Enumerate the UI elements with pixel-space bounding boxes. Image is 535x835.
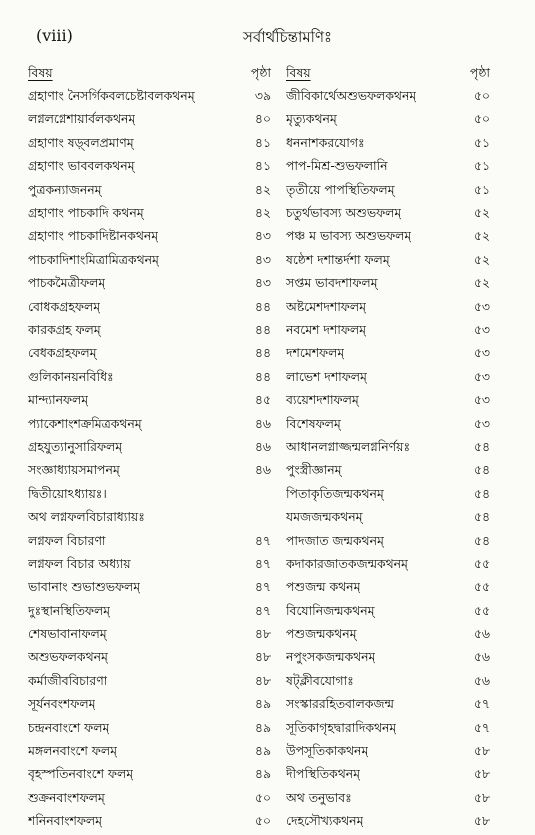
toc-entry-title: অশুভফলকথনম্ [28,649,108,665]
toc-entry-page: ৫৩ [473,392,490,408]
toc-entry-title: তৃতীয়ে পাপস্থিতিফলম্ [286,181,395,197]
toc-entry [286,578,490,601]
toc-entry [28,578,271,601]
toc-entry [286,484,490,507]
toc-entry [28,648,271,671]
toc-entry-page: ৪৬ [254,415,271,431]
toc-entry [286,133,490,156]
toc-entry [286,695,490,718]
toc-entry-title: যমজজন্মকথনম্ [286,509,363,525]
toc-entry [286,367,490,390]
toc-entry-title: নপুংসকজন্মকথনম্ [286,649,376,665]
toc-entry [286,390,490,413]
toc-entry-title: দুঃস্থানস্থিতিফলম্ [28,602,111,618]
toc-entry-page: ৫৬ [473,649,490,665]
toc-entry-title: লাভেশ দশাফলম্ [286,368,367,384]
toc-entry-title: গ্রহাণাং নৈসর্গিকবলচেষ্টাবলকথনম্ [28,88,195,104]
toc-entry [286,180,490,203]
toc-entry [28,484,271,507]
toc-entry-page: ৪৭ [254,602,271,618]
toc-entry-page: ৪৯ [254,766,271,782]
toc-entry [286,414,490,437]
toc-entry-title: উপসূতিকাকথনম্ [286,743,369,759]
toc-entry-page: ৫৩ [473,345,490,361]
toc-entry-title: পিতাকৃতিজন্মকথনম্ [286,485,384,501]
toc-entry-title: পুত্রকন্যাজননম্ [28,181,102,197]
toc-entry-page: ৪৩ [254,228,271,244]
toc-entry-title: দেহসৌখ্যকথনম্ [286,813,364,829]
toc-entry-page: ৫৫ [473,579,490,595]
toc-entry [286,812,490,835]
toc-entry-page: ৫৫ [473,602,490,618]
toc-entry-page: ৫৭ [473,696,490,712]
toc-entry-page: ৫০ [473,88,490,104]
toc-entry-page: ৪১ [254,158,271,174]
toc-entry-page: ৫১ [473,181,490,197]
toc-entry-title: সূতিকাগৃহদ্বারাদিকথনম্ [286,719,397,735]
toc-entry-title: গ্রহাণাং ষড়্‌বলপ্রমাণম্ [28,134,134,150]
toc-entry-title: কর্মাজীববিচারণা [28,672,108,688]
toc-entry [286,437,490,460]
toc-entry-page: ৫১ [473,134,490,150]
toc-entry-page: ৪৬ [254,462,271,478]
toc-entry [28,718,271,741]
toc-entry-page: ৪২ [254,205,271,221]
toc-entry-title: দীপস্থিতিকথনম্ [286,766,361,782]
toc-entry-title: পশুজন্ম কথনম্ [286,579,361,595]
toc-entry-title: দ্বিতীয়োঽধ্যায়ঃ। [28,485,107,501]
toc-entry-title: ধননাশকরযোগঃ [286,134,365,150]
toc-entry [286,297,490,320]
toc-entry-page: ৪০ [254,111,271,127]
toc-entry [286,624,490,647]
toc-entry-title: গুলিকানয়নবিধিঃ [28,368,114,384]
toc-entry-page: ৪৪ [254,345,271,361]
toc-entry [286,554,490,577]
toc-entry-page: ৫৩ [473,298,490,314]
toc-entry-page: ৫৪ [473,532,490,548]
toc-entry-title: অথ লগ্নফলবিচারাধ্যায়ঃ [28,509,145,525]
toc-entry-title: পঞ্চ ম ভাবস্য অশুভফলম্ [286,228,412,244]
page-heading: পৃষ্ঠা [469,64,490,80]
toc-entry-page: ৫৫ [473,555,490,571]
toc-entry [28,601,271,624]
toc-entry [28,812,271,835]
toc-entry-title: গ্রহাণাং ভাববলকথনম্ [28,158,135,174]
toc-entry-title: ভাবানাং শুভাশুভফলম্ [28,579,141,595]
toc-entry-title: সংজ্ঞাধ্যায়সমাপনম্ [28,462,120,478]
toc-entry-title: কদাকারজাতকজন্মকথনম্ [286,555,408,571]
toc-entry [286,110,490,133]
page-heading: পৃষ্ঠা [250,64,271,80]
toc-entry-title: আধানলগ্নাজ্জন্মলগ্ননির্ণয়ঃ [286,438,411,454]
toc-entry-title: বিশেষফলম্ [286,415,341,431]
toc-entry-title: পুংস্ত্রীজ্ঞানম্ [286,462,342,478]
toc-entry [28,86,271,109]
toc-entry-page: ৫২ [473,251,490,267]
toc-entry [28,344,271,367]
toc-entry-page: ৪৮ [254,672,271,688]
toc-entry-page: ৪৯ [254,743,271,759]
toc-entry-page: ৪১ [254,134,271,150]
toc-entry [28,274,271,297]
toc-entry [28,250,271,273]
toc-entry-title: প্যাকেশাংশক্রমিত্রকথনম্ [28,415,142,431]
toc-entry [286,507,490,530]
toc-column-left [28,63,271,835]
toc-entry-page: ৫১ [473,158,490,174]
toc-entry [28,390,271,413]
toc-entry-title: শুক্রনবাংশফলম্ [28,789,105,805]
toc-entry-title: বোধকগ্রহফলম্ [28,298,101,314]
toc-entry [28,203,271,226]
toc-entry [286,344,490,367]
toc-entry-title: গ্রহাণাং পাচকাদি কথনম্ [28,205,144,221]
toc-entry-page: ৫৩ [473,368,490,384]
toc-entry-title: চন্দ্রনবাংশে ফলম্ [28,719,110,735]
toc-entry [28,671,271,694]
toc-entry [286,320,490,343]
toc-entry-title: পাপ-মিশ্র-শুভফলানি [286,158,388,174]
toc-entry [286,671,490,694]
toc-entry-page: ৫৪ [473,509,490,525]
toc-entry-page: ৫৮ [473,789,490,805]
toc-entry [28,320,271,343]
toc-entry-title: ষষ্ঠেশ দশান্তর্দশা ফলম্ [286,251,390,267]
toc-entry [286,718,490,741]
toc-entry-title: নবমেশ দশাফলম্ [286,321,367,337]
toc-entry-page: ৫২ [473,275,490,291]
toc-entry-page: ৪৭ [254,532,271,548]
toc-entry [286,227,490,250]
toc-entry [286,648,490,671]
toc-entry-title: পশুজন্মকথনম্ [286,626,357,642]
toc-entry-page: ৪৩ [254,251,271,267]
toc-entry [28,227,271,250]
toc-entry [28,414,271,437]
toc-entry [286,86,490,109]
toc-entry [286,157,490,180]
toc-entry-title: জীবিকার্থেঅশুভফলকথনম্ [286,88,417,104]
toc-entry [286,203,490,226]
subject-heading: বিষয় [286,64,311,80]
toc-entry [28,110,271,133]
toc-entry [28,157,271,180]
toc-header [28,63,271,86]
toc-entry-title: শনিনবাংশফলম্ [28,813,102,829]
toc-entry-title: কারকগ্রহ ফলম্ [28,321,101,337]
toc-entry-page: ৪৯ [254,696,271,712]
toc-column-right [286,63,490,835]
toc-entry [28,133,271,156]
toc-entry-page: ৫৩ [473,415,490,431]
toc-entry-title: দশমেশফলম্ [286,345,345,361]
toc-entry-page: ৪৭ [254,555,271,571]
toc-entry-title: মৃত্যুকথনম্ [286,111,337,127]
toc-entry-page: ৫৮ [473,813,490,829]
toc-entry-title: ব্যয়েশদশাফলম্ [286,392,359,408]
toc-entry [28,507,271,530]
toc-entry-title: মান্দ্যানফলম্ [28,392,89,408]
toc-entry-title: লগ্নফল বিচারণা [28,532,106,548]
toc-entry-page: ৪২ [254,181,271,197]
toc-entry [28,765,271,788]
toc-entry [28,741,271,764]
toc-entry [28,437,271,460]
toc-entry-page: ৪৬ [254,438,271,454]
toc-entry-title: বিযোনিজন্মকথনম্ [286,602,375,618]
toc-entry-page: ৩৯ [254,88,271,104]
toc-entry-page: ৫০ [473,111,490,127]
toc-entry-page: ৫৬ [473,672,490,688]
toc-entry-title: মঙ্গলনবাংশে ফলম্ [28,743,117,759]
toc-entry-page: ৫৩ [473,321,490,337]
toc-entry-title: সংস্কাররহিতবালকজন্ম [286,696,394,712]
toc-entry-title: পাদজাত জন্মকথনম্ [286,532,384,548]
toc-entry [28,367,271,390]
toc-entry [28,180,271,203]
subject-heading: বিষয় [28,64,53,80]
toc-entry-page: ৪৫ [254,392,271,408]
toc-entry [28,554,271,577]
toc-entry [286,274,490,297]
toc-entry-page: ৫৪ [473,462,490,478]
toc-entry-title: পাচকমৈত্রীফলম্ [28,275,106,291]
toc-entry [286,531,490,554]
toc-entry-page: ৫৮ [473,766,490,782]
toc-entry [286,741,490,764]
page-title: সর্বার্থচিন্তামণিঃ [242,28,333,46]
toc-entry-title: গ্রহযুত্যানুসারিফলম্ [28,438,123,454]
toc-entry-page: ৫৪ [473,438,490,454]
toc-entry-page: ৪৪ [254,368,271,384]
toc-entry [28,695,271,718]
toc-entry-title: শেষভাবানাফলম্ [28,626,107,642]
toc-entry [28,297,271,320]
toc-entry [286,765,490,788]
toc-entry-title: বৃহস্পতিনবাংশে ফলম্ [28,766,134,782]
toc-entry-title: লগ্নলগ্নেশায়ার্বলকথনম্ [28,111,136,127]
toc-entry-page: ৪৪ [254,321,271,337]
toc-entry-page: ৫০ [254,789,271,805]
toc-entry-title: গ্রহাণাং পাচকাদিষ্টানকথনম্ [28,228,159,244]
toc-entry-page: ৫০ [254,813,271,829]
toc-entry-title: বেধকগ্রহফলম্ [28,345,97,361]
toc-entry [286,250,490,273]
toc-entry-title: চতুর্থভাবস্য অশুভফলম্ [286,205,402,221]
toc-entry-page: ৪৪ [254,298,271,314]
toc-entry-page: ৫৮ [473,743,490,759]
toc-entry-page: ৪৭ [254,579,271,595]
toc-entry [28,531,271,554]
toc-entry [286,461,490,484]
toc-entry-title: অথ তনুভাবঃ [286,789,352,805]
toc-entry-title: সূর্যনবংশফলম্ [28,696,96,712]
toc-entry-title: ষট্‌ক্লীবযোগাঃ [286,672,354,688]
toc-header [286,63,490,86]
page-number: (viii) [36,26,73,45]
toc-entry-title: পাচকাদিশাংমিত্রামিত্রকথনম্ [28,251,159,267]
toc-entry [28,624,271,647]
toc-entry-page: ৫২ [473,205,490,221]
toc-entry-page: ৪৮ [254,626,271,642]
toc-entry-page: ৫২ [473,228,490,244]
toc-entry [286,601,490,624]
toc-entry-page: ৪৩ [254,275,271,291]
toc-entry-page: ৫৪ [473,485,490,501]
toc-entry-title: অষ্টমেশদশাফলম্ [286,298,366,314]
toc-entry-page: ৫৭ [473,719,490,735]
toc-entry [28,461,271,484]
toc-entry-title: সপ্তম ভাবদশাফলম্ [286,275,378,291]
toc-entry-title: লগ্নফল বিচার অধ্যায় [28,555,131,571]
toc-entry-page: ৪৯ [254,719,271,735]
toc-entry-page: ৫৬ [473,626,490,642]
toc-entry-page: ৪৮ [254,649,271,665]
